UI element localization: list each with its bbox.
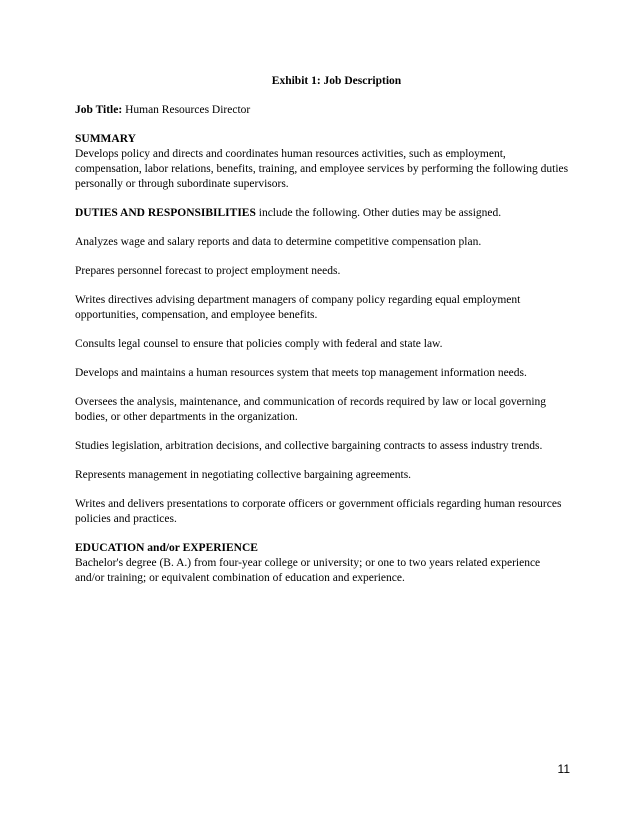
education-heading: EDUCATION and/or EXPERIENCE xyxy=(75,542,258,554)
duties-heading: DUTIES AND RESPONSIBILITIES xyxy=(75,207,256,219)
job-title-line xyxy=(75,103,570,118)
duty-item: Writes and delivers presentations to corporate officers or government officials regarding human resources policies and practices. xyxy=(75,498,562,525)
duty-item: Prepares personnel forecast to project employment needs. xyxy=(75,265,341,277)
exhibit-title: Exhibit 1: Job Description xyxy=(271,75,402,87)
education-text: Bachelor's degree (B. A.) from four-year college or university; or one to two years related experience and/or training; or equivalent combination of education and experience. xyxy=(75,557,541,584)
duty-item: Studies legislation, arbitration decisions, and collective bargaining contracts to assess industry trends. xyxy=(75,440,543,452)
duties-intro: include the following. Other duties may be assigned. xyxy=(255,207,502,219)
duty-item: Develops and maintains a human resources system that meets top management information needs. xyxy=(75,367,527,379)
page-number: 11 xyxy=(557,762,570,776)
duty-item: Analyzes wage and salary reports and data to determine competitive compensation plan. xyxy=(75,236,482,248)
duty-item: Oversees the analysis, maintenance, and communication of records required by law or local governing bodies, or other departments in the organization. xyxy=(75,396,547,423)
document-body xyxy=(75,74,570,600)
summary-heading: SUMMARY xyxy=(75,133,136,145)
duty-item: Consults legal counsel to ensure that policies comply with federal and state law. xyxy=(75,338,443,350)
duties-intro-line xyxy=(75,206,570,221)
job-title-value: Human Resources Director xyxy=(125,104,251,116)
summary-text: Develops policy and directs and coordinates human resources activities, such as employment, compensation, labor relations, benefits, training, and employee services by performing the following duties personally or through subordinate supervisors. xyxy=(75,148,569,190)
job-title-label: Job Title: xyxy=(75,104,123,116)
duty-item: Writes directives advising department managers of company policy regarding equal employment opportunities, compensation, and employee benefits. xyxy=(75,294,521,321)
duty-item: Represents management in negotiating collective bargaining agreements. xyxy=(75,469,412,481)
